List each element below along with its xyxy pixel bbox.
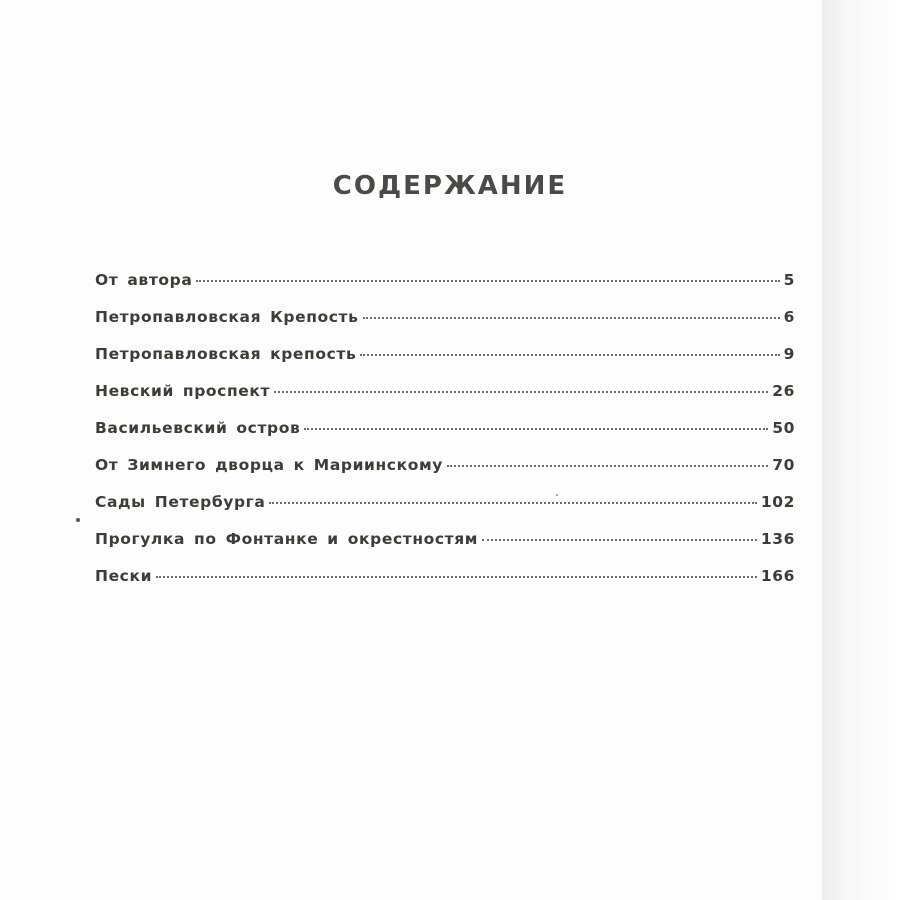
dot-leader (156, 576, 757, 578)
scan-speck (556, 494, 558, 496)
toc-entry (95, 382, 795, 419)
toc-entry (95, 419, 795, 456)
dot-leader (304, 428, 768, 430)
toc-entry-page: 166 (760, 567, 795, 585)
toc-entry (95, 530, 795, 567)
dot-leader (269, 502, 756, 504)
toc-entry-page: 9 (783, 345, 795, 363)
toc-entry-title: Петропавловская Крепость (95, 308, 359, 326)
dot-leader (196, 280, 779, 282)
dot-leader (363, 317, 780, 319)
toc-entry-title: Пески (95, 567, 153, 585)
toc-entry-title: Прогулка по Фонтанке и окрестностям (95, 530, 479, 548)
toc-entry-page: 102 (760, 493, 795, 511)
toc-entry (95, 567, 795, 604)
toc-entry-page: 26 (772, 382, 795, 400)
scan-speck (76, 518, 80, 522)
toc-entry (95, 493, 795, 530)
table-of-contents (95, 271, 795, 604)
dot-leader (274, 391, 768, 393)
page-edge-shadow (822, 0, 900, 900)
toc-entry-page: 70 (772, 456, 795, 474)
dot-leader (482, 539, 757, 541)
toc-entry-title: От автора (95, 271, 193, 289)
toc-entry-title: Петропавловская крепость (95, 345, 357, 363)
toc-entry (95, 271, 795, 308)
toc-entry-title: Невский проспект (95, 382, 271, 400)
toc-entry-page: 5 (783, 271, 795, 289)
toc-entry-title: От Зимнего дворца к Мариинскому (95, 456, 443, 474)
toc-entry (95, 456, 795, 493)
toc-entry-page: 136 (760, 530, 795, 548)
toc-entry (95, 308, 795, 345)
page-title: СОДЕРЖАНИЕ (332, 171, 568, 201)
dot-leader (360, 354, 779, 356)
toc-entry (95, 345, 795, 382)
dot-leader (447, 465, 768, 467)
toc-entry-page: 6 (783, 308, 795, 326)
toc-entry-title: Васильевский остров (95, 419, 301, 437)
toc-entry-page: 50 (772, 419, 795, 437)
toc-entry-title: Сады Петербурга (95, 493, 266, 511)
